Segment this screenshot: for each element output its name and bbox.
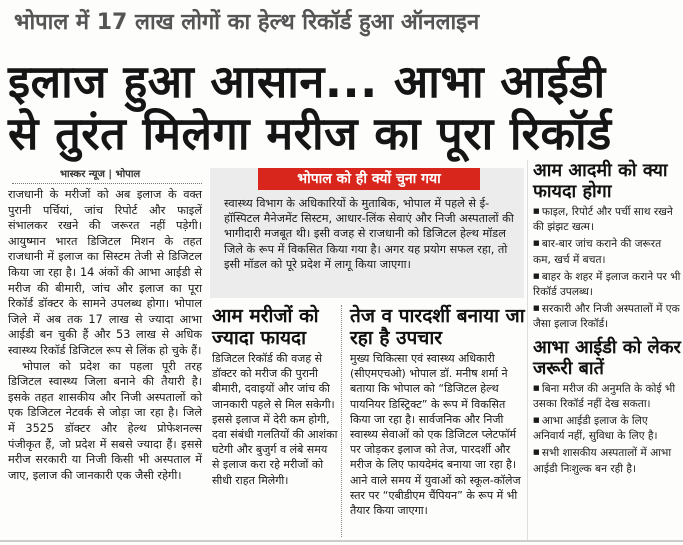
main-headline-line-2: से तुरंत मिलेगा मरीज का पूरा रिकॉर्ड: [8, 107, 612, 160]
box-title: भोपाल को ही क्यों चुना गया: [258, 168, 480, 190]
paragraph: राजधानी के मरीजों को अब इलाज के वक्त पुरानी पर्चियां, जांच रिपोर्ट और फाइलें संभालकर रखने की जरूरत नहीं पड़ेगी। आयुष्मान भारत डिजिटल मिशन के तहत राजधानी में इलाज का सिस्टम तेजी से डिजिटल किया जा रहा है। 14 अंकों की आभा आईडी से मरीज की बीमारी, जांच और इलाज का पूरा रिकॉर्ड डॉक्टर के सामने उपलब्ध होगा। भोपाल जिले में अब तक 17 लाख से ज्यादा आभा आईडी बन चुकी हैं और 53 लाख से अधिक स्वास्थ्य रिकॉर्ड डिजिटल रूप से लिंक हो चुके हैं।: [8, 188, 202, 357]
section-heading: तेज व पारदर्शी बनाया जा रहा है उपचार: [350, 305, 525, 349]
left-column-article: [8, 187, 202, 483]
list-item: ■ बार-बार जांच कराने की जरूरत कम, खर्च में बचत।: [533, 236, 681, 267]
list-item: ■ सभी शासकीय अस्पतालों में आभा आईडी निःशुल्क बन रही है।: [533, 445, 681, 476]
list-item: ■ बिना मरीज की अनुमति के कोई भी उसका रिकॉर्ड नहीं देख सकता।: [533, 381, 681, 412]
list-item: ■ फाइल, रिपोर्ट और पर्ची साथ रखने की झंझट खत्म।: [533, 204, 681, 235]
right-sidebar: [533, 160, 681, 481]
section-text: डिजिटल रिकॉर्ड की वजह से डॉक्टर को मरीज की पुरानी बीमारी, दवाइयों और जांच की जानकारी पहले से मिल सकेगी। इससे इलाज में देरी कम होगी, दवा संबंधी गलतियों की आशंका घटेगी और बुजुर्ग व लंबे समय से इलाज करा रहे मरीजों को सीधी राहत मिलेगी।: [212, 352, 338, 487]
benefits-list: [533, 204, 681, 333]
section-heading: आम आदमी को क्या फायदा होगा: [533, 160, 668, 202]
list-item: ■ बाहर के शहर में इलाज कराने पर भी रिकॉर्ड उपलब्ध।: [533, 269, 681, 300]
transparent-treatment-section: [350, 305, 525, 518]
why-bhopal-box: [210, 168, 524, 298]
divider: [0, 540, 683, 542]
kicker-headline: भोपाल में 17 लाख लोगों का हेल्थ रिकॉर्ड हुआ ऑनलाइन: [14, 10, 480, 35]
section-heading: आभा आईडी को लेकर जरूरी बातें: [533, 336, 681, 379]
divider: [341, 305, 342, 537]
list-item: ■ आभा आईडी इलाज के लिए अनिवार्य नहीं, सुविधा के लिए है।: [533, 413, 681, 444]
list-item: ■ सरकारी और निजी अस्पतालों में एक जैसा इलाज रिकॉर्ड।: [533, 301, 681, 332]
section-text: मुख्य चिकित्सा एवं स्वास्थ्य अधिकारी (सीएमएचओ) भोपाल डॉ. मनीष शर्मा ने बताया कि भोपाल को “डिजिटल हेल्थ पायनियर डिस्ट्रिक्ट” के रूप में विकसित किया जा रहा है। सार्वजनिक और निजी स्वास्थ्य सेवाओं को एक डिजिटल प्लेटफॉर्म पर जोड़कर इलाज को तेज, पारदर्शी और मरीज के लिए फायदेमंद बनाया जा रहा है। आने वाले समय में युवाओं को स्कूल-कॉलेज स्तर पर “एबीडीएम चैंपियन” के रूप में भी तैयार किया जाएगा।: [350, 352, 521, 518]
divider: [527, 160, 528, 540]
divider: [12, 183, 202, 184]
main-headline-line-1: इलाज हुआ आसान... आभा आईडी: [8, 55, 606, 108]
byline: भास्कर न्यूज | भोपाल: [60, 169, 141, 180]
paragraph: भोपाल को प्रदेश का पहला पूरी तरह डिजिटल स्वास्थ्य जिला बनाने की तैयारी है। इसके तहत शासकीय और निजी अस्पतालों को एक डिजिटल नेटवर्क से जोड़ा जा रहा है। जिले में 3525 डॉक्टर और हेल्थ प्रोफेशनल्स पंजीकृत हैं, जो प्रदेश में सबसे ज्यादा हैं। इससे मरीज सरकारी या निजी किसी भी अस्पताल में जाए, इलाज की जानकारी एक जैसी रहेगी।: [8, 359, 202, 482]
box-text: स्वास्थ्य विभाग के अधिकारियों के मुताबिक, भोपाल में पहले से ई-हॉस्पिटल मैनेजमेंट सिस्टम, आधार-लिंक सेवाएं और निजी अस्पतालों की भागीदारी मजबूत थी। इसी वजह से राजधानी को डिजिटल हेल्थ मॉडल जिले के रूप में विकसित किया गया है। अगर यह प्रयोग सफल रहा, तो इसी मॉडल को पूरे प्रदेश में लागू किया जाएगा।: [224, 197, 514, 271]
section-heading: आम मरीजों को ज्यादा फायदा: [212, 305, 319, 349]
patients-benefit-section: [212, 305, 338, 488]
important-points-list: [533, 381, 681, 477]
